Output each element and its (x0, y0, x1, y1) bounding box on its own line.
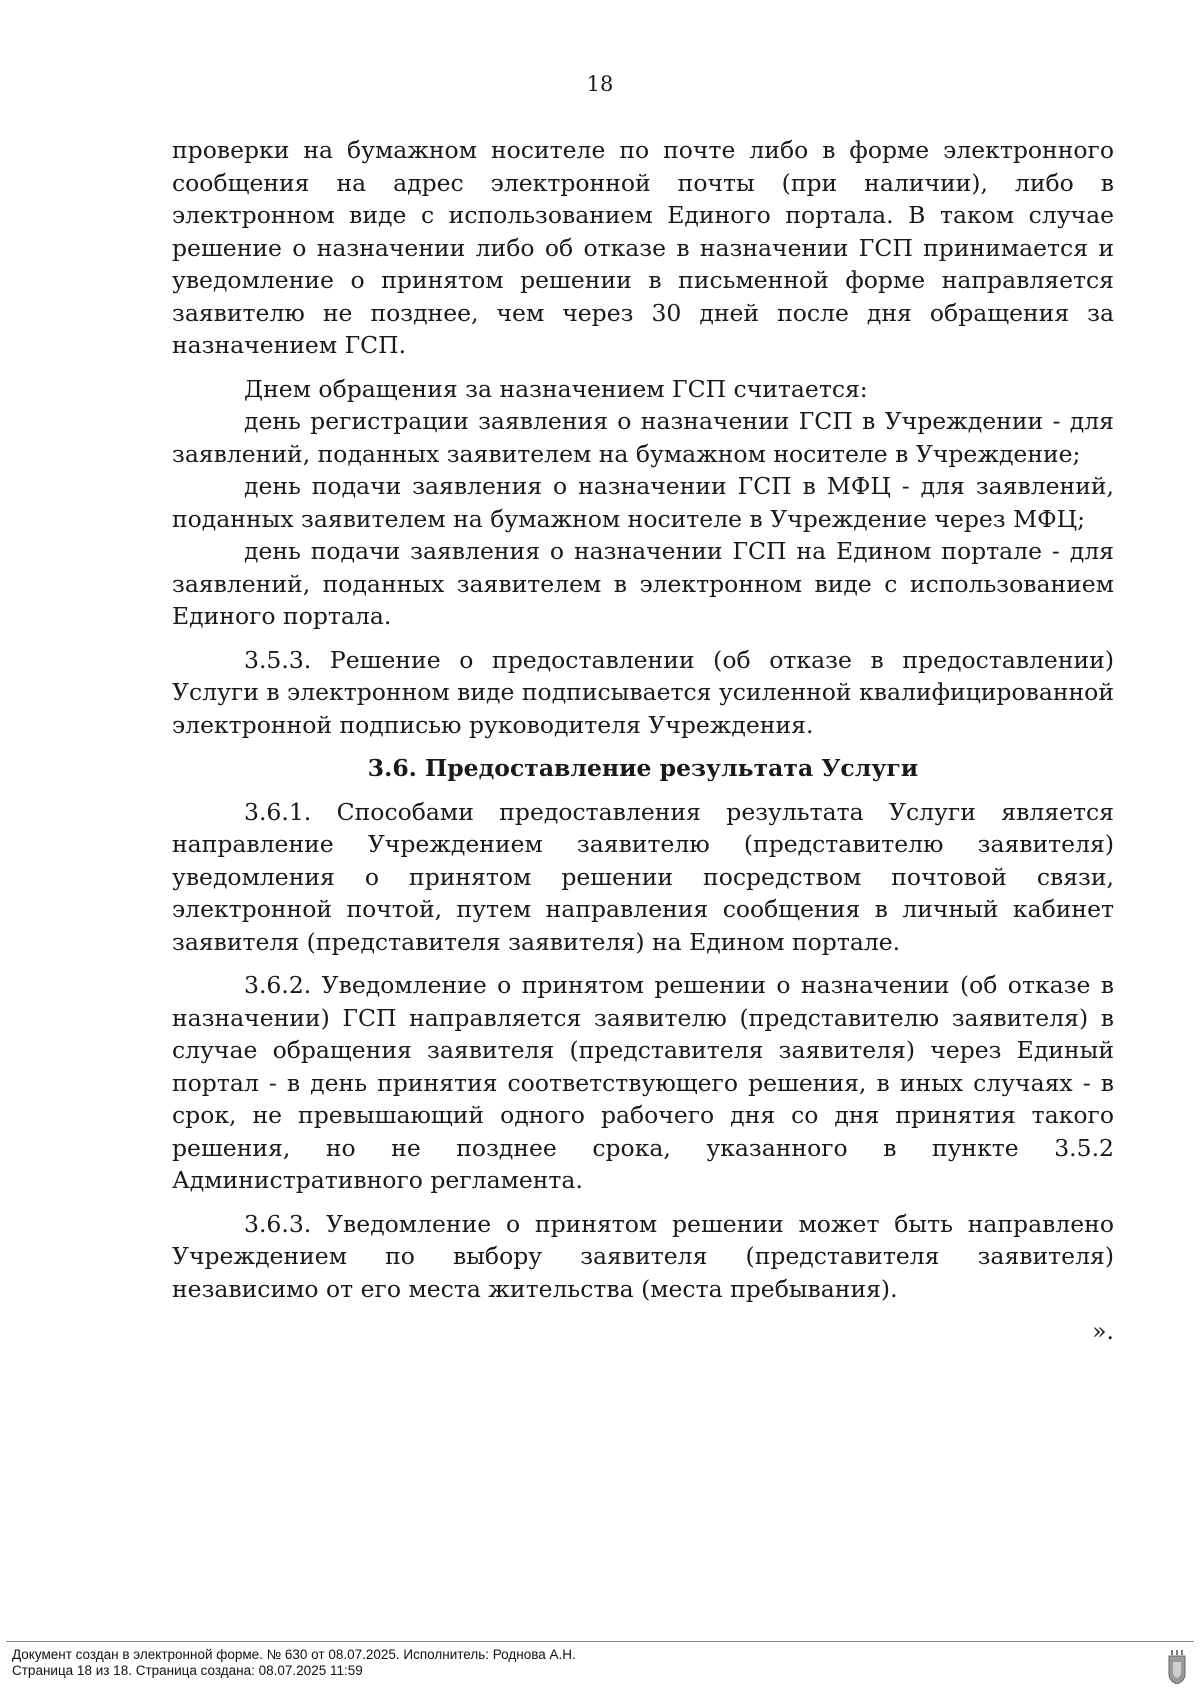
crest-icon (1166, 1650, 1188, 1684)
paragraph: Днем обращения за назначением ГСП считается: (244, 374, 868, 403)
paragraph: день подачи заявления о назначении ГСП в МФЦ - для заявлений, поданных заявителем на бумажном носителе в Учреждение через МФЦ; (172, 472, 1114, 533)
paragraph: проверки на бумажном носителе по почте либо в форме электронного сообщения на адрес электронной почты (при наличии), либо в электронном виде с использованием Единого портала. В таком случае решение о назначении либо об отказе в назначении ГСП принимается и уведомление о принятом решении в письменной форме направляется заявителю не позднее, чем через 30 дней после дня обращения за назначением ГСП. (172, 136, 1114, 359)
paragraph: 3.6.1. Способами предоставления результата Услуги является направление Учреждением заявителю (представителю заявителя) уведомления о принятом решении посредством почтовой связи, электронной почтой, путем направления сообщения в личный кабинет заявителя (представителя заявителя) на Едином портале. (172, 797, 1114, 956)
paragraph: день подачи заявления о назначении ГСП на Едином портале - для заявлений, поданных заявителем в электронном виде с использованием Единого портала. (172, 537, 1114, 630)
document-body (172, 134, 1114, 1348)
page-number: 18 (586, 72, 614, 96)
paragraph: 3.6.3. Уведомление о принятом решении может быть направлено Учреждением по выбору заявителя (представителя заявителя) независимо от его места жительства (места пребывания). (172, 1209, 1114, 1303)
footer-divider (6, 1641, 1194, 1642)
paragraph: 3.6.2. Уведомление о принятом решении о назначении (об отказе в назначении) ГСП направляется заявителю (представителю заявителя) в случае обращения заявителя (представителя заявителя) через Единый портал - в день принятия соответствующего решения, в иных случаях - в срок, не превышающий одного рабочего дня со дня принятия такого решения, но не позднее срока, указанного в пункте 3.5.2 Административного регламента. (172, 971, 1114, 1194)
paragraph: день регистрации заявления о назначении ГСП в Учреждении - для заявлений, поданных заявителем на бумажном носителе в Учреждение; (172, 407, 1114, 468)
document-footer (12, 1647, 576, 1679)
section-heading: 3.6. Предоставление результата Услуги (367, 754, 919, 782)
paragraph: 3.5.3. Решение о предоставлении (об отказе в предоставлении) Услуги в электронном виде подписывается усиленной квалифицированной электронной подписью руководителя Учреждения. (172, 645, 1114, 739)
footer-line-2: Страница 18 из 18. Страница создана: 08.07.2025 11:59 (12, 1663, 363, 1678)
closing-quote: ». (1092, 1317, 1114, 1345)
footer-line-1: Документ создан в электронной форме. № 630 от 08.07.2025. Исполнитель: Роднова А.Н. (12, 1647, 576, 1662)
